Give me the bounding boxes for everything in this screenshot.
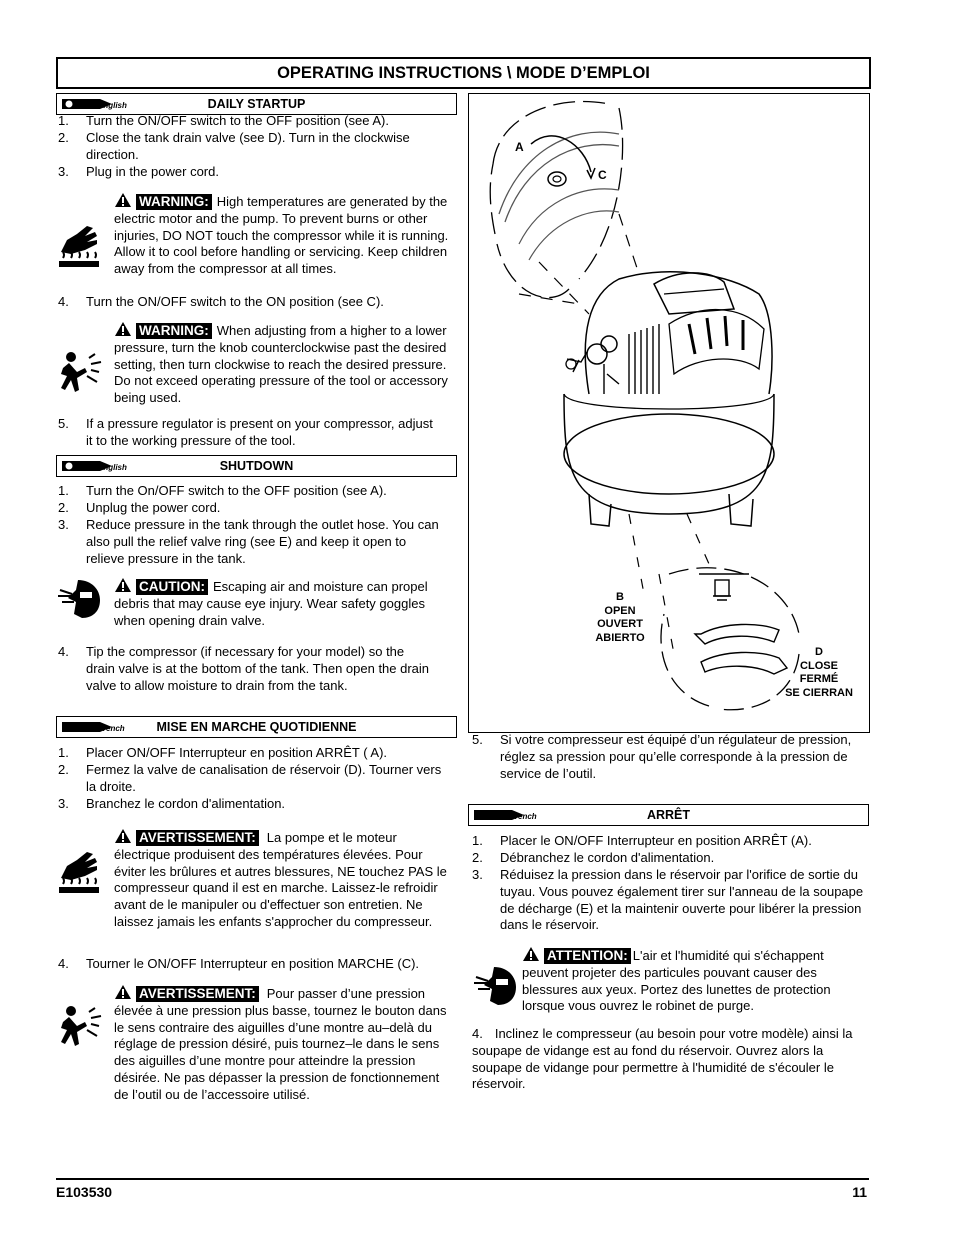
svg-text:English: English — [98, 463, 127, 472]
section-header-daily-startup — [56, 93, 457, 115]
section-title: MISE EN MARCHE QUOTIDIENNE — [156, 720, 357, 734]
avertissement-pressure-adjust: AVERTISSEMENT: Pour passer d’une pression élevée à une pression plus basse, tournez le bouton dans le sens contraire des aiguilles d’une montre au–delà du réglage de pression désiré, puis tournez–le dans le sens des aiguilles d’une montre pour atteindre la pression désirée. Ne pas dépasser la pression de fonctionnement de l’outil ou de l’accessoire utilisé. — [114, 986, 447, 1102]
section-header-arret — [468, 804, 869, 826]
svg-text:English: English — [98, 101, 127, 110]
safety-goggles-icon — [472, 965, 518, 1007]
section-title: ARRÊT — [646, 808, 691, 822]
warning-hot-surface: WARNING: High temperatures are generated by the electric motor and the pump. To prevent burns or other injuries, DO NOT touch the compressor while it is running. Allow it to cool before handling or servicing. Keep children away from the compressor at all times. — [114, 194, 449, 277]
document-number: E103530 — [56, 1184, 113, 1200]
hot-surface-icon — [57, 222, 101, 270]
page-title: OPERATING INSTRUCTIONS \ MODE D’EMPLOI — [56, 57, 871, 89]
compressor-figure — [468, 93, 870, 733]
section-title: DAILY STARTUP — [207, 97, 306, 111]
label-b-open: B OPEN OUVERT ABIERTO — [595, 591, 645, 644]
compressor-illustration — [469, 94, 869, 732]
warning-triangle-icon — [114, 192, 132, 208]
svg-text:French: French — [510, 812, 537, 821]
caution-badge: CAUTION: — [136, 579, 208, 595]
safety-goggles-icon — [56, 578, 102, 620]
warning-triangle-icon — [114, 828, 132, 844]
label-c: C — [598, 168, 607, 182]
warning-triangle-icon — [114, 321, 132, 337]
label-a: A — [515, 140, 524, 154]
section-header-shutdown — [56, 455, 457, 477]
attention-eye-injury: ATTENTION: L'air et l'humidité qui s'échappent peuvent projeter des particules pouvant causer des blessures aux yeux. Portez des lunettes de protection lorsque vous ouvrez le robinet de purge. — [522, 948, 831, 1014]
warning-triangle-icon — [114, 984, 132, 1000]
avertissement-hot-surface: AVERTISSEMENT: La pompe et le moteur électrique produisent des températures élevées. Pour éviter les brûlures et autres blessures, NE touchez PAS le compresseur quand il est en marche. Laissez-le refroidir avant de le manipuler ou d'effectuer son entretien. Ne laissez jamais les enfants s'approcher du compresseur. — [114, 830, 447, 929]
footer-divider — [56, 1178, 869, 1180]
flying-debris-person-icon — [57, 1004, 103, 1050]
avertissement-badge: AVERTISSEMENT: — [136, 830, 259, 846]
attention-badge: ATTENTION: — [544, 948, 631, 964]
warning-badge: WARNING: — [136, 323, 212, 339]
flying-debris-person-icon — [57, 350, 103, 396]
section-header-mise-en-marche — [56, 716, 457, 738]
label-d-close: D CLOSE FERMÉ SE CIERRAN — [785, 646, 853, 699]
avertissement-badge: AVERTISSEMENT: — [136, 986, 259, 1002]
svg-text:French: French — [98, 724, 125, 733]
warning-pressure-adjust: WARNING: When adjusting from a higher to a lower pressure, turn the knob counterclockwise past the desired setting, then turn clockwise to reach the desired pressure. Do not exceed operating pressure of the tool or accessory being used. — [114, 323, 448, 406]
warning-badge: WARNING: — [136, 194, 212, 210]
warning-triangle-icon — [114, 577, 132, 593]
section-title: SHUTDOWN — [219, 459, 294, 473]
caution-eye-injury: CAUTION: Escaping air and moisture can propel debris that may cause eye injury. Wear safety goggles when opening drain valve. — [114, 579, 428, 628]
page-number: 11 — [852, 1184, 867, 1200]
warning-triangle-icon — [522, 946, 540, 962]
hot-surface-icon — [57, 848, 101, 896]
